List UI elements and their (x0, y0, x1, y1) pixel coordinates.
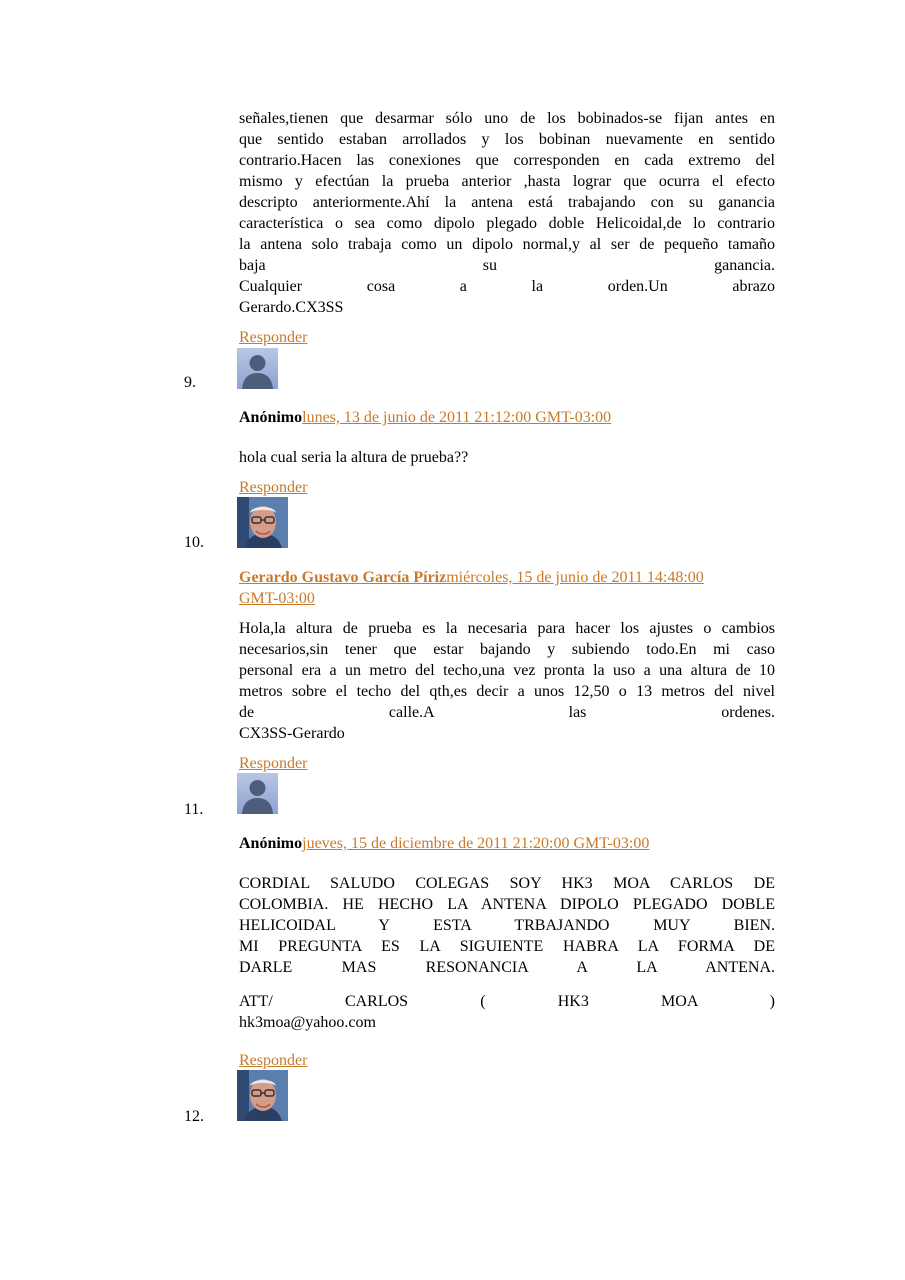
reply-link[interactable]: Responder (239, 755, 308, 772)
reply-link[interactable]: Responder (239, 1052, 308, 1069)
comment-11-body (239, 873, 775, 1033)
comment-text-line: ATT/ CARLOS ( HK3 MOA ) (239, 993, 775, 1010)
comment-number: 9. (184, 374, 196, 391)
comment-text-line: DARLE MAS RESONANCIA A LA ANTENA. (239, 959, 775, 976)
user-photo-avatar-icon (237, 497, 288, 548)
comment-author-link[interactable]: Gerardo Gustavo García Píriz (239, 569, 447, 586)
avatar[interactable] (237, 348, 278, 389)
comment-text-line: Cualquier cosa a la orden.Un abrazo (239, 278, 775, 295)
comment-text-line: MI PREGUNTA ES LA SIGUIENTE HABRA LA FORMA DE (239, 938, 775, 955)
comment-text-line: que sentido estaban arrollados y los bobinan nuevamente en sentido (239, 131, 775, 148)
comment-email: hk3moa@yahoo.com (239, 1014, 376, 1031)
comment-date-link[interactable]: miércoles, 15 de junio de 2011 14:48:00 (446, 569, 704, 586)
comment-text-line: la antena solo trabaja como un dipolo normal,y al ser de pequeño tamaño (239, 236, 775, 253)
comment-text-line: metros sobre el techo del qth,es decir a unos 12,50 o 13 metros del nivel (239, 683, 775, 700)
comment-number: 10. (184, 534, 204, 551)
reply-link[interactable]: Responder (239, 479, 308, 496)
comment-text-line: contrario.Hacen las conexiones que corresponden en cada extremo del (239, 152, 775, 169)
comment-text-line: personal era a un metro del techo,una vez pronta la uso a una altura de 10 (239, 662, 775, 679)
default-user-avatar-icon (237, 348, 278, 389)
comment-text-line: mismo y efectúan la prueba anterior ,hasta lograr que ocurra el efecto (239, 173, 775, 190)
avatar[interactable] (237, 773, 278, 814)
comment-text-line: HELICOIDAL Y ESTA TRBAJANDO MUY BIEN. (239, 917, 775, 934)
default-user-avatar-icon (237, 773, 278, 814)
reply-link-container (239, 477, 775, 498)
comment-text-line: hola cual seria la altura de prueba?? (239, 449, 469, 466)
comment-text-line: CX3SS-Gerardo (239, 725, 345, 742)
comment-author: Anónimo (239, 835, 303, 852)
comment-text-line: característica o sea como dipolo plegado doble Helicoidal,de lo contrario (239, 215, 775, 232)
comment-number: 11. (184, 801, 204, 818)
comment-header (239, 407, 775, 428)
comment-date-link-continued[interactable]: GMT-03:00 (239, 590, 315, 607)
comment-text-line: Hola,la altura de prueba es la necesaria para hacer los ajustes o cambios (239, 620, 775, 637)
comment-number: 12. (184, 1108, 204, 1125)
reply-link-container (239, 1050, 775, 1071)
comment-8-body (239, 108, 775, 318)
avatar[interactable] (237, 497, 288, 548)
reply-link[interactable]: Responder (239, 329, 308, 346)
comment-text-line: baja su ganancia. (239, 257, 775, 274)
comment-text-line: señales,tienen que desarmar sólo uno de los bobinados-se fijan antes en (239, 110, 775, 127)
comment-text-line: Gerardo.CX3SS (239, 299, 344, 316)
comment-text-line: de calle.A las ordenes. (239, 704, 775, 721)
comment-date-link[interactable]: lunes, 13 de junio de 2011 21:12:00 GMT-03:00 (302, 409, 612, 426)
comment-text-line: COLOMBIA. HE HECHO LA ANTENA DIPOLO PLEGADO DOBLE (239, 896, 775, 913)
comment-author: Anónimo (239, 409, 303, 426)
user-photo-avatar-icon (237, 1070, 288, 1121)
comment-header (239, 567, 775, 609)
reply-link-container (239, 753, 775, 774)
comment-date-link[interactable]: jueves, 15 de diciembre de 2011 21:20:00 GMT-03:00 (302, 835, 650, 852)
blank-line (239, 978, 775, 991)
comment-header (239, 833, 775, 854)
comment-10-body (239, 618, 775, 744)
comment-text-line: CORDIAL SALUDO COLEGAS SOY HK3 MOA CARLOS DE (239, 875, 775, 892)
comment-text-line: necesarios,sin tener que estar bajando y subiendo todo.En mi caso (239, 641, 775, 658)
avatar[interactable] (237, 1070, 288, 1121)
reply-link-container (239, 327, 775, 348)
comment-text-line: descripto anteriormente.Ahí la antena está trabajando con su ganancia (239, 194, 775, 211)
